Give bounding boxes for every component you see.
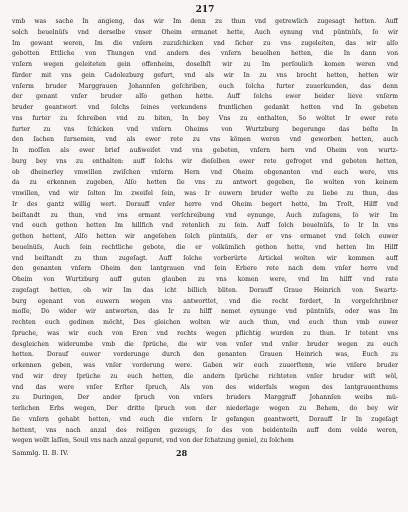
text-line: zugeſagt hetten, ob wir Im das icht billich bliten. Dorauff Graue Heinrich von Swartz- [12, 286, 398, 294]
text-line: Im gewant weren, Im die vnſern zuzuſchicken vnd ſicher zu vns zugeleiten, das wir alſo [12, 39, 398, 47]
text-line: vnwillen, vnd wir ſolten Im zweifel ſein, was Ir euwern bruder weſte zu liebe zu thun, das [12, 190, 398, 197]
text-line: vnſern wegen geleiteten gein offenheim, doselbſt wir zu Im perſoulich komen weren vnd [12, 61, 398, 68]
page-footer [12, 447, 398, 459]
body-text [12, 17, 398, 447]
text-line: erkennen geben, was vnſer vorderung were. Gaben wir euch zuuerſtenn, wie vnſere bruder [12, 362, 398, 369]
page-number: 217 [195, 5, 215, 15]
text-line: vnd beiſtandt zu thun zugeſagt. Auff ſolche vorberürte Artickel wolten wir kommen auff [12, 254, 398, 262]
footer-signature: Sammlg. II. B. IV. [12, 449, 69, 457]
text-line: Ir des gantz willig wert. Dorauff vnſer herre vnd Oheim begert hette, Im Troſt, Hilff vnd [12, 200, 398, 208]
text-line: vnd das were vnſer Erſter ſpruch, Als von des widerfals wegen des lantgrauenthums [12, 383, 398, 391]
text-line: ob dheinerley vmwillen zwiſchen vnſerm Hern vnd Oheim obgenanten vnd euch were, vns [12, 168, 398, 176]
text-line: da zu erkennen zugeben, Alſo hetten ſie vns zu antwort gegeben, ſie wolten von keinem [12, 179, 398, 187]
text-line: hetten. Dorauf euwer vorderunge durch den genanten Grauen Heinrich was, Euch zu [12, 351, 398, 359]
text-line: beiſtandt zu thun, vnd vns ermant verſchreibung vnd eynunge, Auch zuſagens, ſo wir Im [12, 211, 398, 219]
text-line: den genanten vnſern Oheim den lantgrauen vnd ſein Erbere rete nach dem vnſer herre vnd [12, 265, 398, 273]
text-line: ſpruche, was wir euch von Eren vnd rechts wegen pflichtig wurden zu thun. Ir tetent vns [12, 329, 398, 337]
text-line: Oheim von Wurtzburg auff guten glauben zu vns komen were, vnd Im hilff vnd rate [12, 276, 398, 283]
footer-sheet-number: 28 [176, 448, 188, 458]
text-line: furter zu vns ſchicken vnd vnſern Oheims von Wurtzburg begerunge das beſte In [12, 125, 398, 133]
text-line: burg bey vns zu enthalten: auff ſolchs wir dieſelben ewer rete gefroget vnd gebeten hetten, [12, 157, 398, 165]
text-line: vns furter zu ſchreiben vnd zu biten, In bey Vns zu enthalten, So woltet Ir ewer rete [12, 114, 398, 122]
text-line: burg egenant von euwern wegen vns antworttet, vnd die recht fordert, In vorgeſchribner [12, 297, 398, 305]
text-line: ſie vnſern gehabt hetten, vnd euch die vnſern Ir gefangen geantwortt, Dorauff Ir In zugeſagt [12, 415, 398, 423]
text-line: desgleichen widerumbe vmb die ſprüche, die wir von vnſer vnd vnſer bruder wegen zu euch [12, 340, 398, 348]
text-line: vnd euch gethon hetten Im hillfich vnd retenlich zu ſein. Auff ſolch beuelnüſs, ſo Ir In vns [12, 222, 398, 230]
text-line: den ſachen ſurnemen, vnd als ewer rete zu vns kömen weren vnd geworben hetten, auch [12, 136, 398, 144]
text-line: vnd wir drey ſprüche zu euch hetten, die andern ſprüche richteten vnſer bruder wiſt wöl, [12, 372, 398, 380]
text-line: beuelnüſs, Auch ſein rechtliche gebote, die er volkümlich gethon hette, vnd hetten Im Hilff [12, 243, 398, 251]
text-line: terlichen Erbs wegen, Der dritte ſpruch von der niederlage wegen zu Behem, do bey wir [12, 405, 398, 412]
text-line: der genant vnſer bruder alſo gethon hette. Auff ſolchs ewer beider lieve vnſerm [12, 93, 398, 101]
text-line: gethon hettent, Alſo hetten wir angeſehen ſolch püntnüſs, der er vns ermanet vnd ſolch euwer [12, 233, 398, 240]
text-line: In moſſen als ewer brief außweiſet vnd vns gebeten, vnſern hern vnd Oheim von wurtz- [12, 147, 398, 154]
text-line: bruder geantwort vnd ſolchs ſeines verkundens fruntlichen gedankt hetten vnd In gebeten [12, 104, 398, 111]
text-line: solch beuelnüſs vnd derselbe vnser Oheim ermanet hette, Auch eynung vnd püntnüſs, ſo wir [12, 28, 398, 36]
text-line: zu Duringen, Der ander ſpruch von vnſers bruders Marggraff Johannſen weibs mü- [12, 394, 398, 402]
text-line: moſſe, Do wider wir antworten, das Ir zu hilff nemet eynunge vnd püntnüſs, oder was Im [12, 308, 398, 316]
text-line: wegen wollt laſſen, Souil vns nach anzal gepuret, vnd von der ſchatzung geniel, zu ſolchem [12, 437, 294, 445]
text-line: fürder mit vns gein Cadolezburg gefurt, vnd als wir In zu vns brocht hetten, hetten wir [12, 71, 398, 79]
text-line: hettent, vns nach anzal des reiſigen gezeugs, ſo des von beidenteiln auff dem velde weren, [12, 426, 398, 434]
text-line: vnſerm bruder Marggrauen Johannſen geſchriben, euch ſolcha furter zuuerkunden, das denn [12, 82, 398, 90]
text-line: rechten euch gedinen möcht, Des gleichen wolten wir auch thun, vnd euch thun vmb euwer [12, 319, 398, 326]
text-line: vmb was sache In angieng, das wir Im denn zu thun vnd getrewlich zugesagt hetten. Auff [12, 18, 398, 25]
text-line: gebotten Ettliche von Thungen vnd andern des vnſern beuolhen hetten, die In dann von [12, 50, 398, 58]
